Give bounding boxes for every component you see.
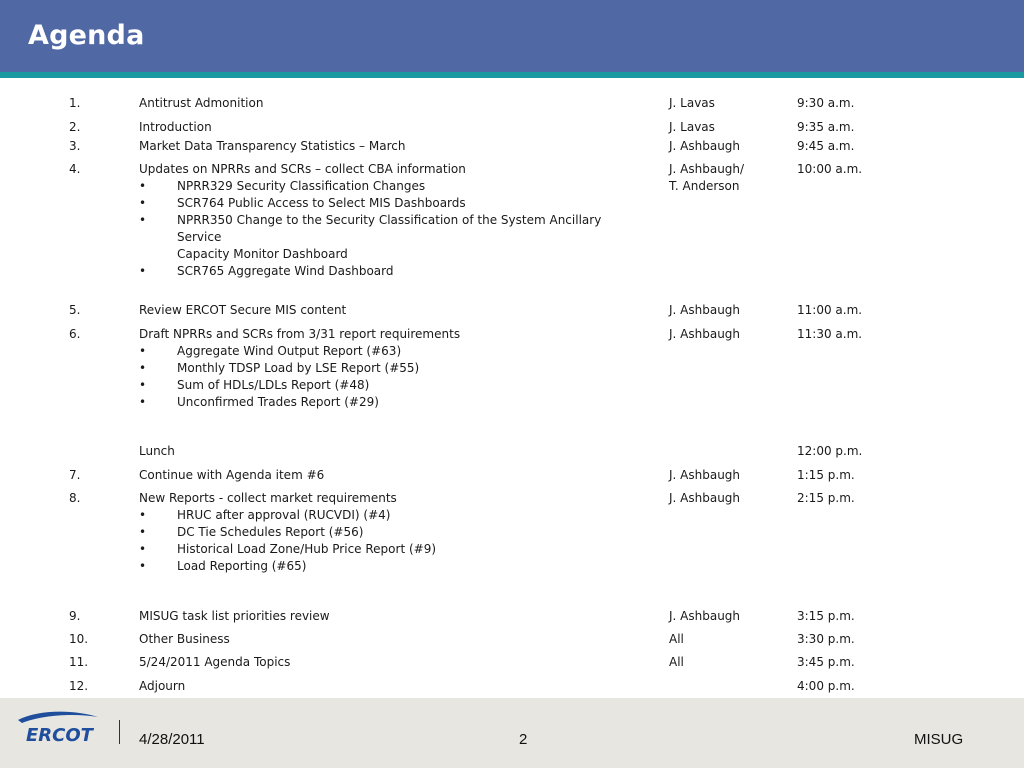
agenda-topic-title: Review ERCOT Secure MIS content — [139, 303, 347, 317]
agenda-subitem-text: Aggregate Wind Output Report (#63) — [177, 344, 402, 358]
agenda-item-number: 2. — [69, 120, 81, 134]
agenda-time: 9:35 a.m. — [797, 120, 855, 134]
presenter-name: J. Ashbaugh/ — [669, 162, 745, 176]
bullet-icon: • — [139, 525, 147, 539]
agenda-topic-title: Draft NPRRs and SCRs from 3/31 report requirements — [139, 327, 461, 341]
agenda-item-number: 10. — [69, 632, 89, 646]
presenter-name: All — [669, 632, 684, 646]
agenda-time: 3:30 p.m. — [797, 632, 855, 646]
agenda-topic — [139, 678, 639, 695]
agenda-topic — [139, 490, 639, 575]
agenda-item-number: 5. — [69, 303, 81, 317]
page-title: Agenda — [28, 20, 145, 51]
agenda-presenter — [669, 161, 789, 195]
presenter-name: J. Ashbaugh — [669, 327, 741, 341]
agenda-subitem-text: Sum of HDLs/LDLs Report (#48) — [177, 378, 370, 392]
agenda-subitem — [139, 360, 639, 377]
footer-date: 4/28/2011 — [139, 731, 205, 748]
agenda-topic-title: Continue with Agenda item #6 — [139, 468, 325, 482]
agenda-topic-title: Introduction — [139, 120, 212, 134]
agenda-topic — [139, 95, 639, 112]
logo-text: ERCOT — [26, 725, 93, 746]
agenda-presenter — [669, 119, 789, 136]
presenter-name: J. Ashbaugh — [669, 609, 741, 623]
agenda-item-number: 11. — [69, 655, 89, 669]
agenda-time: 11:30 a.m. — [797, 327, 863, 341]
presenter-name: T. Anderson — [669, 179, 740, 193]
agenda-topic-title: Other Business — [139, 632, 230, 646]
bullet-icon: • — [139, 196, 147, 210]
presenter-name: J. Ashbaugh — [669, 139, 741, 153]
agenda-subitem — [139, 212, 639, 263]
agenda-topic — [139, 654, 639, 671]
agenda-item-number: 9. — [69, 609, 81, 623]
footer-divider — [119, 720, 120, 744]
agenda-topic — [139, 467, 639, 484]
agenda-item-number: 8. — [69, 491, 81, 505]
agenda-presenter — [669, 138, 789, 155]
agenda-time: 1:15 p.m. — [797, 468, 855, 482]
agenda-time: 4:00 p.m. — [797, 679, 855, 693]
agenda-item-number: 6. — [69, 327, 81, 341]
agenda-topic-title: New Reports - collect market requirements — [139, 491, 397, 505]
agenda-time: 3:45 p.m. — [797, 655, 855, 669]
agenda-presenter — [669, 608, 789, 625]
agenda-topic — [139, 326, 639, 411]
agenda-subitem — [139, 507, 639, 524]
agenda-presenter — [669, 302, 789, 319]
ercot-logo — [12, 708, 102, 748]
bullet-icon: • — [139, 395, 147, 409]
agenda-subitem — [139, 377, 639, 394]
footer-bar — [0, 698, 1024, 768]
agenda-topic-title: Adjourn — [139, 679, 186, 693]
agenda-subitem-text: SCR764 Public Access to Select MIS Dashboards — [177, 196, 466, 210]
agenda-subitem-text: Historical Load Zone/Hub Price Report (#9) — [177, 542, 437, 556]
agenda-time: 3:15 p.m. — [797, 609, 855, 623]
footer-group: MISUG — [914, 731, 964, 748]
bullet-icon: • — [139, 559, 147, 573]
presenter-name: J. Ashbaugh — [669, 303, 741, 317]
agenda-item-number: 3. — [69, 139, 81, 153]
presenter-name: J. Ashbaugh — [669, 491, 741, 505]
agenda-topic-title: Updates on NPRRs and SCRs – collect CBA information — [139, 162, 466, 176]
agenda-subitem-text: Monthly TDSP Load by LSE Report (#55) — [177, 361, 420, 375]
agenda-time: 12:00 p.m. — [797, 444, 863, 458]
agenda-subitem — [139, 178, 639, 195]
bullet-icon: • — [139, 344, 147, 358]
agenda-subitem — [139, 558, 639, 575]
agenda-presenter — [669, 490, 789, 507]
agenda-topic — [139, 608, 639, 625]
bullet-icon: • — [139, 508, 147, 522]
agenda-subitem — [139, 263, 639, 280]
agenda-subitem — [139, 524, 639, 541]
agenda-time: 2:15 p.m. — [797, 491, 855, 505]
agenda-subitem-text: NPRR329 Security Classification Changes — [177, 179, 426, 193]
agenda-time: 9:45 a.m. — [797, 139, 855, 153]
agenda-item-number: 4. — [69, 162, 81, 176]
agenda-time: 10:00 a.m. — [797, 162, 863, 176]
agenda-topic-title: MISUG task list priorities review — [139, 609, 330, 623]
agenda-item-number: 1. — [69, 96, 81, 110]
agenda-presenter — [669, 326, 789, 343]
agenda-subitem-text: Unconfirmed Trades Report (#29) — [177, 395, 379, 409]
agenda-subitem-text: NPRR350 Change to the Security Classification of the System Ancillary Service — [177, 213, 602, 244]
agenda-topic — [139, 161, 639, 280]
bullet-icon: • — [139, 179, 147, 193]
agenda-topic-title: 5/24/2011 Agenda Topics — [139, 655, 291, 669]
bullet-icon: • — [139, 542, 147, 556]
agenda-subitem — [139, 343, 639, 360]
bullet-icon: • — [139, 361, 147, 375]
agenda-presenter — [669, 631, 789, 648]
agenda-presenter — [669, 95, 789, 112]
agenda-presenter — [669, 654, 789, 671]
bullet-icon: • — [139, 264, 147, 278]
agenda-subitem-text: DC Tie Schedules Report (#56) — [177, 525, 364, 539]
agenda-subitem-text: Capacity Monitor Dashboard — [177, 247, 348, 261]
agenda-presenter — [669, 467, 789, 484]
presenter-name: J. Ashbaugh — [669, 468, 741, 482]
agenda-time: 11:00 a.m. — [797, 303, 863, 317]
agenda-subitem-text: SCR765 Aggregate Wind Dashboard — [177, 264, 394, 278]
agenda-subitem-text: Load Reporting (#65) — [177, 559, 307, 573]
agenda-time: 9:30 a.m. — [797, 96, 855, 110]
presenter-name: All — [669, 655, 684, 669]
agenda-topic-title: Lunch — [139, 444, 175, 458]
agenda-item-number: 7. — [69, 468, 81, 482]
agenda-topic-title: Market Data Transparency Statistics – March — [139, 139, 406, 153]
agenda-topic — [139, 443, 639, 460]
agenda-item-number: 12. — [69, 679, 89, 693]
presenter-name: J. Lavas — [669, 120, 715, 134]
agenda-topic — [139, 631, 639, 648]
page-number: 2 — [519, 731, 528, 748]
agenda-topic — [139, 138, 639, 155]
bullet-icon: • — [139, 378, 147, 392]
agenda-subitem-text: HRUC after approval (RUCVDI) (#4) — [177, 508, 391, 522]
agenda-topic — [139, 302, 639, 319]
presenter-name: J. Lavas — [669, 96, 715, 110]
bullet-icon: • — [139, 213, 147, 227]
agenda-subitem — [139, 394, 639, 411]
agenda-topic — [139, 119, 639, 136]
agenda-subitem — [139, 195, 639, 212]
agenda-subitem — [139, 541, 639, 558]
agenda-topic-title: Antitrust Admonition — [139, 96, 264, 110]
